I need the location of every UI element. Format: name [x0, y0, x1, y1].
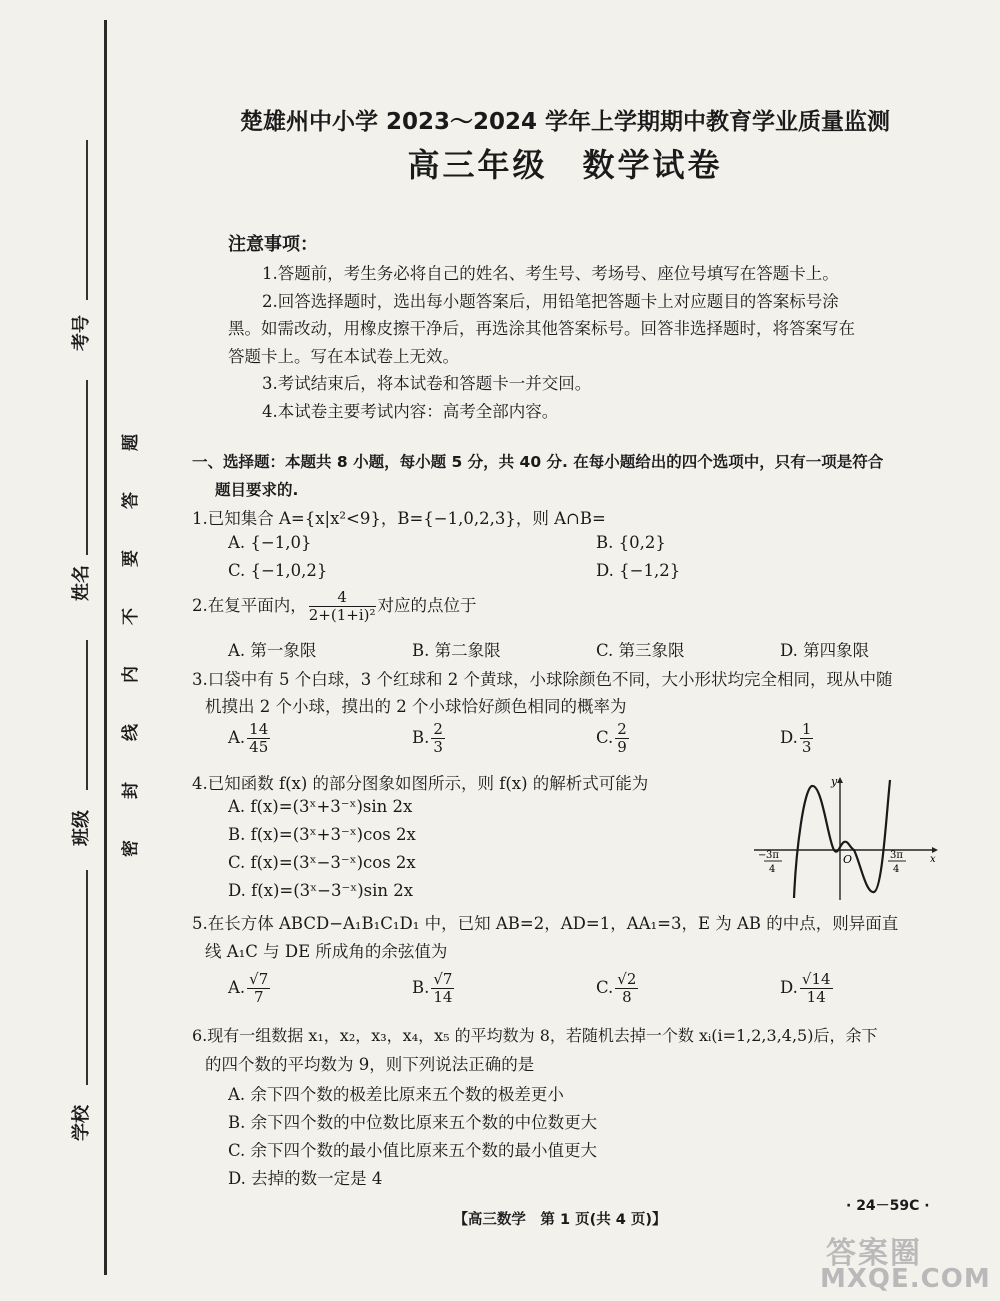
frac-den: 14 [433, 988, 453, 1006]
q6-stem-line1: 6.现有一组数据 x₁，x₂，x₃，x₄，x₅ 的平均数为 8，若随机去掉一个数 xᵢ(i=1,2,3,4,5)后，余下 [192, 1026, 878, 1045]
fraction [247, 722, 270, 755]
q2-fraction [309, 590, 376, 623]
function-curve [794, 780, 890, 898]
q2-frac-num: 4 [309, 590, 376, 607]
fraction [615, 722, 629, 755]
option-label: D. [780, 978, 798, 997]
q3-stem-line2: 机摸出 2 个小球，摸出的 2 个小球恰好颜色相同的概率为 [205, 697, 627, 716]
notice-line: 1.答题前，考生务必将自己的姓名、考生号、考场号、座位号填写在答题卡上。 [262, 264, 839, 283]
fraction [800, 972, 833, 1005]
frac-den: 3 [433, 738, 443, 756]
q5-stem-line2: 线 A₁C 与 DE 所成角的余弦值为 [205, 942, 448, 961]
fraction [431, 972, 454, 1005]
q3-option-a [228, 722, 272, 755]
q4-option-a: A. f(x)=(3ˣ+3⁻ˣ)sin 2x [228, 797, 413, 816]
frac-num: 2 [617, 720, 627, 738]
paper-code: · 24－59C · [846, 1198, 930, 1214]
q2-option-a: A. 第一象限 [228, 641, 317, 660]
frac-den: 9 [617, 738, 627, 756]
frac-num: 1 [801, 720, 812, 738]
school-label: 学校 [71, 1105, 92, 1141]
notice-line: 2.回答选择题时，选出每小题答案后，用铅笔把答题卡上对应题目的答案标号涂 [262, 292, 839, 311]
option-label: D. [780, 728, 798, 747]
frac-den: 7 [253, 988, 264, 1006]
q2-frac-den: 2+(1+i)² [308, 606, 376, 624]
q2-option-d: D. 第四象限 [780, 641, 870, 660]
q1-option-a: A. {−1,0} [228, 533, 312, 552]
q2-option-c: C. 第三象限 [596, 641, 685, 660]
x-axis-label: x [930, 854, 936, 865]
option-label: C. [596, 978, 614, 997]
q3-option-b [412, 722, 447, 755]
q4-option-b: B. f(x)=(3ˣ+3⁻ˣ)cos 2x [228, 825, 416, 844]
name-label: 姓名 [71, 565, 92, 601]
seal-char: 题 [121, 434, 141, 451]
q1-option-b: B. {0,2} [596, 533, 666, 552]
notice-line: 黑。如需改动，用橡皮擦干净后，再选涂其他答案标号。回答非选择题时，将答案写在 [228, 319, 855, 338]
q5-option-d [780, 972, 835, 1005]
frac-num: 14 [249, 720, 269, 738]
option-label: C. [596, 728, 614, 747]
section-heading-cont: 题目要求的. [215, 481, 299, 499]
q1-stem: 1.已知集合 A={x|x²<9}，B={−1,0,2,3}，则 A∩B= [192, 509, 606, 528]
q4-function-graph [752, 770, 942, 905]
q6-option-b: B. 余下四个数的中位数比原来五个数的中位数更大 [228, 1113, 598, 1132]
q1-option-c: C. {−1,0,2} [228, 561, 328, 580]
seal-char: 线 [121, 724, 141, 741]
q4-stem: 4.已知函数 f(x) 的部分图象如图所示，则 f(x) 的解析式可能为 [192, 774, 649, 793]
school-underline [86, 870, 88, 1085]
q6-option-c: C. 余下四个数的最小值比原来五个数的最小值更大 [228, 1141, 598, 1160]
tick-left-den: 4 [769, 864, 776, 875]
seal-char: 内 [121, 666, 141, 683]
option-label: B. [412, 978, 430, 997]
q2-option-b: B. 第二象限 [412, 641, 501, 660]
seal-char: 不 [121, 608, 141, 625]
frac-num: √7 [433, 970, 453, 988]
y-axis-arrow [837, 777, 843, 783]
watermark-logo [820, 1228, 990, 1294]
q2-stem-pre: 2.在复平面内， [192, 596, 307, 615]
fraction [615, 972, 638, 1005]
fraction [431, 722, 445, 755]
frac-den: 3 [801, 738, 812, 756]
origin-label: O [843, 853, 853, 866]
notice-line: 4.本试卷主要考试内容：高考全部内容。 [262, 402, 559, 421]
frac-den: 14 [806, 988, 826, 1006]
y-axis-label: y [831, 775, 838, 788]
q5-option-a [228, 972, 272, 1005]
option-label: B. [412, 728, 430, 747]
q5-stem-line1: 5.在长方体 ABCD−A₁B₁C₁D₁ 中，已知 AB=2，AD=1，AA₁=3，E 为 AB 的中点，则异面直 [192, 914, 899, 933]
section-heading: 一、选择题：本题共 8 小题，每小题 5 分，共 40 分. 在每小题给出的四个选项中，只有一项是符合 [192, 453, 884, 471]
option-label: A. [228, 978, 246, 997]
q4-option-c: C. f(x)=(3ˣ−3⁻ˣ)cos 2x [228, 853, 416, 872]
tick-left-num: 3π [766, 850, 779, 861]
frac-num: √7 [249, 970, 269, 988]
tick-right-num: 3π [890, 850, 903, 861]
binding-line [104, 20, 107, 1275]
class-label: 班级 [71, 810, 92, 846]
frac-num: √14 [801, 970, 831, 988]
tick-right-den: 4 [893, 864, 900, 875]
q3-stem-line1: 3.口袋中有 5 个白球，3 个红球和 2 个黄球，小球除颜色不同，大小形状均完全相同，现从中随 [192, 670, 893, 689]
seal-char: 答 [121, 492, 141, 509]
frac-num: 2 [433, 720, 443, 738]
watermark-text: 答案圈 [826, 1236, 922, 1271]
frac-den: 8 [622, 988, 632, 1006]
q6-option-a: A. 余下四个数的极差比原来五个数的极差更小 [228, 1085, 564, 1104]
q5-option-b [412, 972, 456, 1005]
frac-den: 45 [249, 738, 269, 756]
q2-stem [192, 590, 477, 623]
notice-line: 3.考试结束后，将本试卷和答题卡一并交回。 [262, 374, 592, 393]
q2-stem-post: 对应的点位于 [377, 596, 477, 615]
exam-subtitle: 高三年级 数学试卷 [407, 146, 723, 184]
q4-option-d: D. f(x)=(3ˣ−3⁻ˣ)sin 2x [228, 881, 414, 900]
seal-char: 密 [121, 840, 141, 857]
q6-option-d: D. 去掉的数一定是 4 [228, 1169, 383, 1188]
name-underline [86, 380, 88, 555]
fraction [800, 722, 814, 755]
seal-char: 封 [121, 782, 141, 799]
q3-option-c [596, 722, 631, 755]
q6-stem-line2: 的四个数的平均数为 9，则下列说法正确的是 [205, 1055, 535, 1074]
option-label: A. [228, 728, 246, 747]
notice-line: 答题卡上。写在本试卷上无效。 [228, 347, 459, 366]
q3-option-d [780, 722, 815, 755]
q5-option-c [596, 972, 640, 1005]
exam-number-label: 考号 [71, 315, 92, 351]
notice-heading: 注意事项： [228, 234, 318, 255]
page-footer: 【高三数学 第 1 页(共 4 页)】 [453, 1212, 667, 1228]
frac-num: √2 [617, 970, 637, 988]
tick-left-minus: − [758, 850, 767, 861]
x-axis-arrow [932, 847, 938, 853]
seal-char: 要 [121, 550, 141, 567]
class-underline [86, 640, 88, 790]
exam-title: 楚雄州中小学 2023～2024 学年上学期期中教育学业质量监测 [239, 109, 891, 135]
fraction [247, 972, 270, 1005]
watermark-url: MXQE.COM [820, 1264, 991, 1294]
q1-option-d: D. {−1,2} [596, 561, 681, 580]
